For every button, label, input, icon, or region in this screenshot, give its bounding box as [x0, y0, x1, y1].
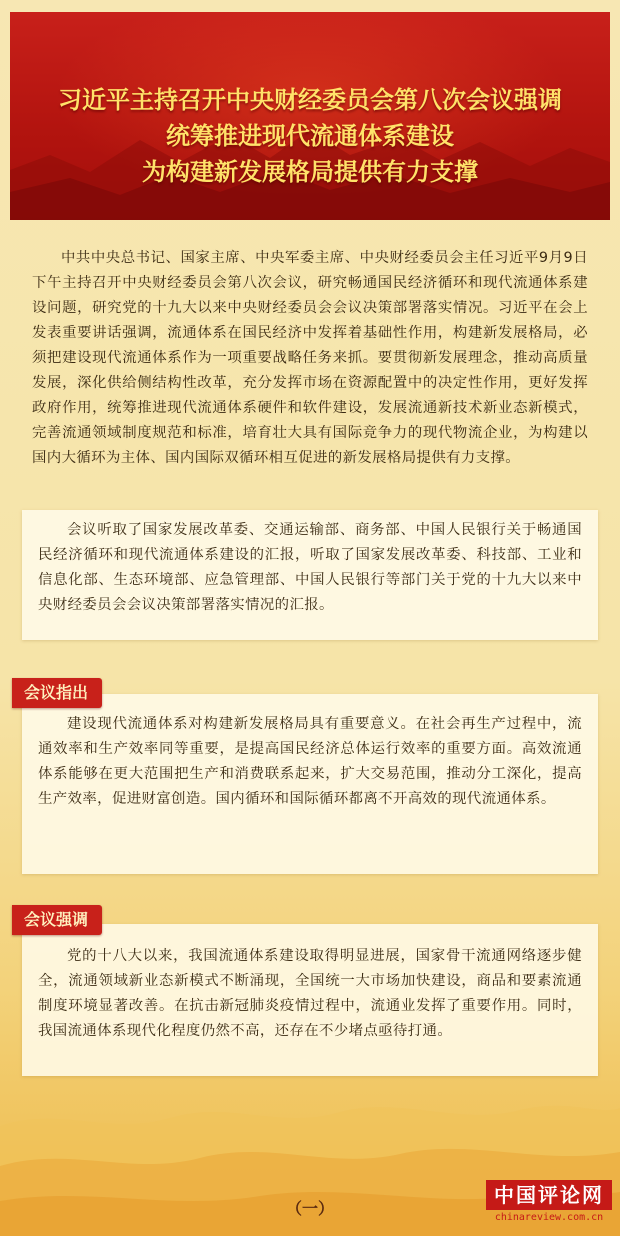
reports-box — [22, 510, 598, 640]
header-banner — [10, 12, 610, 220]
headline-line-3: 为构建新发展格局提供有力支撑 — [142, 158, 478, 186]
watermark-brand: 中国评论网 — [486, 1180, 612, 1210]
section-tag-emphasized: 会议强调 — [12, 905, 102, 935]
emphasized-paragraph: 党的十八大以来，我国流通体系建设取得明显进展，国家骨干流通网络逐步健全，流通领域新业态新模式不断涌现，全国统一大市场加快建设，商品和要素流通制度环境显著改善。在抗击新冠肺炎疫情过程中，流通业发挥了重要作用。同时，我国流通体系现代化程度仍然不高，还存在不少堵点亟待打通。 — [38, 948, 582, 1039]
watermark-url: chinareview.com.cn — [494, 1212, 604, 1223]
reports-paragraph: 会议听取了国家发展改革委、交通运输部、商务部、中国人民银行关于畅通国民经济循环和现代流通体系建设的汇报，听取了国家发展改革委、科技部、工业和信息化部、生态环境部、应急管理部、中国人民银行等部门关于党的十九大以来中央财经委员会会议决策部署落实情况的汇报。 — [38, 522, 582, 613]
site-watermark — [484, 1180, 614, 1230]
pointed-out-box — [22, 694, 598, 874]
headline-line-2: 统筹推进现代流通体系建设 — [166, 122, 454, 150]
headline-line-1: 习近平主持召开中央财经委员会第八次会议强调 — [58, 86, 562, 114]
intro-paragraph: 中共中央总书记、国家主席、中央军委主席、中央财经委员会主任习近平9月9日下午主持召开中央财经委员会第八次会议，研究畅通国民经济循环和现代流通体系建设问题，研究党的十九大以来中央财经委员会会议决策部署落实情况。习近平在会上发表重要讲话强调，流通体系在国民经济中发挥着基础性作用，构建新发展格局，必须把建设现代流通体系作为一项重要战略任务来抓。要贯彻新发展理念，推动高质量发展，深化供给侧结构性改革，充分发挥市场在资源配置中的决定性作用，更好发挥政府作用，统筹推进现代流通体系硬件和软件建设，发展流通新技术新业态新模式，完善流通领域制度规范和标准，培育壮大具有国际竞争力的现代物流企业，为构建以国内大循环为主体、国内国际双循环相互促进的新发展格局提供有力支撑。 — [32, 250, 588, 466]
intro-section — [22, 240, 598, 498]
pointed-out-paragraph: 建设现代流通体系对构建新发展格局具有重要意义。在社会再生产过程中，流通效率和生产效率同等重要，是提高国民经济总体运行效率的重要方面。高效流通体系能够在更大范围把生产和消费联系起来，扩大交易范围，推动分工深化，提高生产效率，促进财富创造。国内循环和国际循环都离不开高效的现代流通体系。 — [38, 716, 582, 807]
section-tag-pointed-out: 会议指出 — [12, 678, 102, 708]
emphasized-box — [22, 924, 598, 1076]
page-number: （一） — [285, 1199, 334, 1218]
